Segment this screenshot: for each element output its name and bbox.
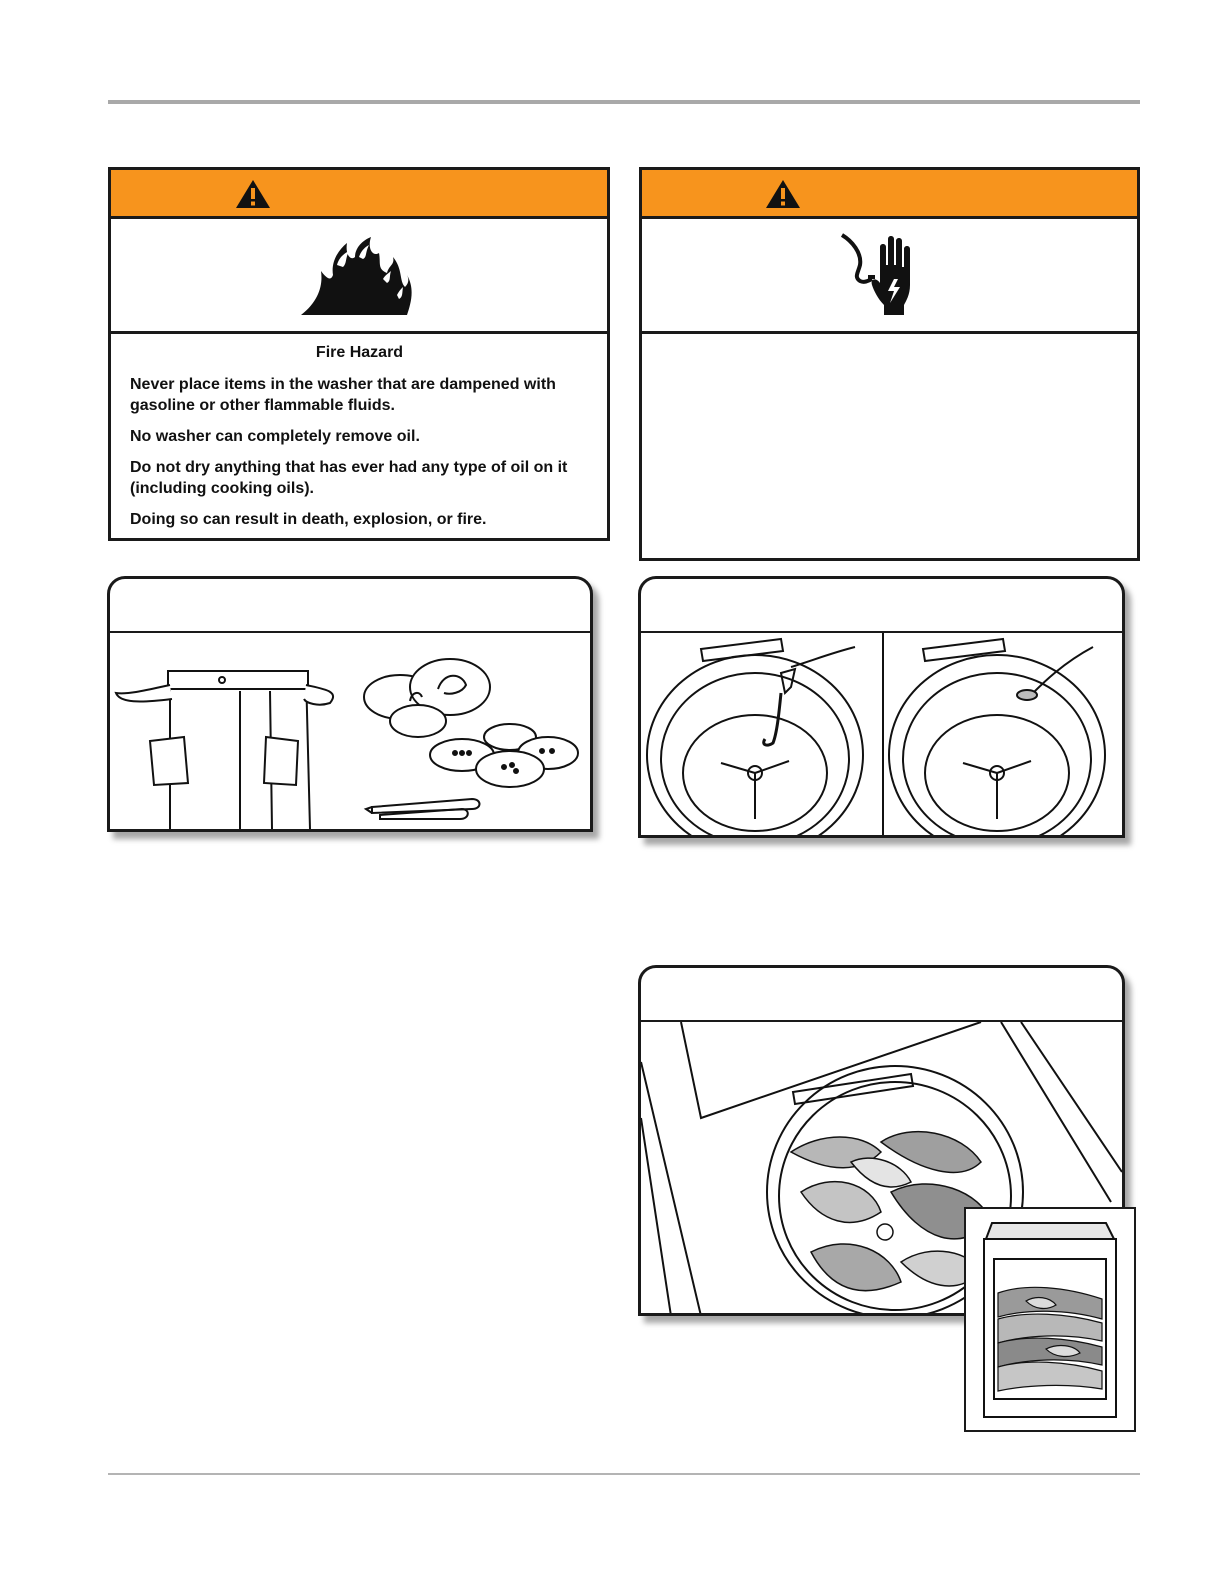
electrical-shock-hand-icon (838, 229, 928, 321)
warning-header-bar (642, 170, 1137, 219)
shock-pictogram-area (642, 219, 1137, 334)
washer-cutaway-icon (966, 1209, 1134, 1430)
washer-basket-illustrations (641, 633, 1122, 837)
empty-pockets-illustration-panel (107, 576, 593, 832)
fire-hazard-heading: Fire Hazard (315, 344, 404, 361)
warning-line: Never place items in the washer that are dampened with gasoline or other flammable fluids. (130, 376, 556, 414)
panel-header (110, 579, 590, 633)
pants-coins-buttons-illustration (110, 633, 590, 831)
warning-triangle-icon (235, 179, 271, 209)
coins-icon (364, 659, 490, 737)
electrical-warning-box (639, 167, 1140, 561)
safety-pins-icon (366, 799, 480, 819)
buttons-icon (430, 724, 578, 787)
washer-basket-liquid-icon (647, 639, 863, 837)
panel-header (641, 579, 1122, 633)
fire-warning-box (108, 167, 610, 541)
warning-line: Do not dry anything that has ever had any type of oil on it (including cooking oils). (130, 459, 568, 497)
warning-line: No washer can completely remove oil. (130, 428, 420, 445)
flame-icon (297, 235, 417, 319)
panel-header (641, 968, 1122, 1022)
add-detergent-illustration-panel (638, 576, 1125, 838)
footer-rule (108, 1473, 1140, 1475)
warning-header-bar (111, 170, 607, 219)
fire-warning-text (111, 334, 607, 530)
warning-triangle-icon (765, 179, 801, 209)
fire-pictogram-area (111, 219, 607, 334)
header-rule (108, 100, 1140, 104)
washer-load-cutaway-inset (964, 1207, 1136, 1432)
pants-icon (116, 671, 333, 829)
laundry-clothes-icon (791, 1132, 991, 1291)
warning-line: Doing so can result in death, explosion, or fire. (130, 511, 487, 528)
washer-basket-powder-icon (889, 639, 1105, 837)
